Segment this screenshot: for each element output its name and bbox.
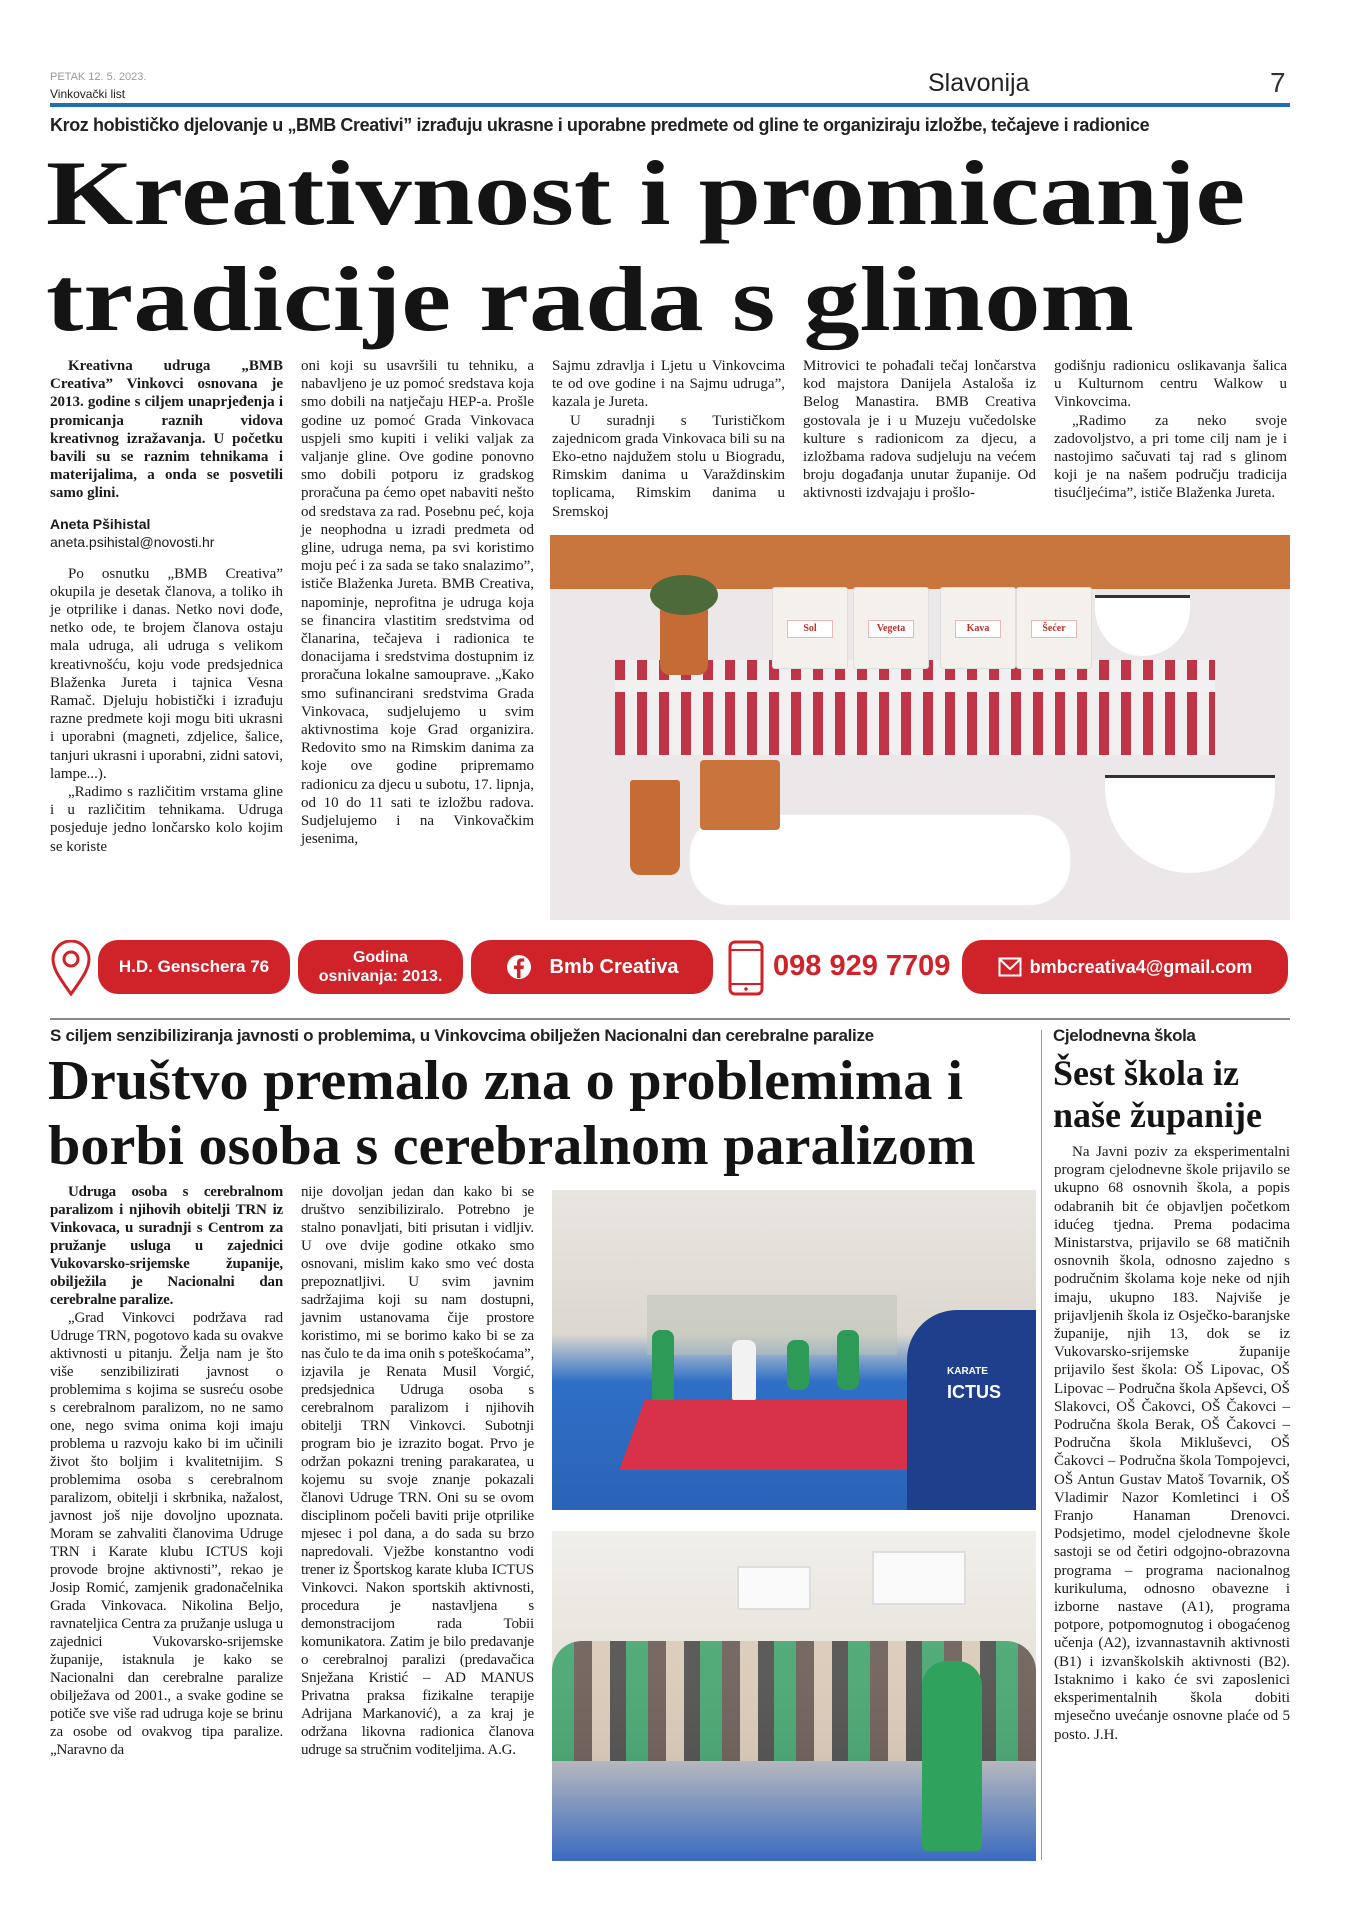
article1-lead: Kreativna udruga „BMB Creativa” Vinkovci osnovana je 2013. godine s ciljem unaprjeđenja i promicanja raznih vidova kreativnog izražavanja. U početku bavili su se raznim tehnikama i materijalima, a onda se posvetili samo glini. <box>50 358 283 502</box>
bowl <box>1095 595 1190 656</box>
person <box>732 1340 756 1400</box>
headline-line: naše županije <box>1053 1095 1263 1135</box>
paragraph: Mitrovici te pohađali tečaj lončarstva kod majstora Danijela Astaloša iz Belog Manastira. BMB Creativa gostovala je i u Muzeju vučedolske kulture s radionicom za djecu, a izložbama radova sudjeluju na većem broju događanja unutar županije. Od aktivnosti izdvajaju i prošlo- <box>803 358 1036 502</box>
article1-column-3 <box>552 357 785 521</box>
jar <box>940 587 1016 669</box>
paragraph: Sajmu zdravlja i Ljetu u Vinkovcima te od ove godine i na Sajmu udruga”, kazala je Jureta. <box>552 358 785 411</box>
facebook-link[interactable] <box>471 940 713 994</box>
succulent <box>650 575 718 615</box>
window <box>872 1551 966 1605</box>
clay-cup <box>700 760 780 830</box>
window-blinds <box>647 1295 897 1355</box>
jacket-text: KARATE <box>947 1366 988 1377</box>
article3-kicker: Cjelodnevna škola <box>1053 1026 1196 1045</box>
jar-label: Kava <box>955 620 1001 638</box>
article3-headline <box>1053 1052 1262 1136</box>
address-badge: H.D. Genschera 76 <box>98 940 290 994</box>
facebook-label: Bmb Creativa <box>549 955 679 978</box>
person <box>652 1330 674 1400</box>
email-link[interactable] <box>962 940 1288 994</box>
article1-kicker: Kroz hobističko djelovanje u „BMB Creativi” izrađuju ukrasne i uporabne predmete od gline te organiziraju izložbe, tečajeve i radionice <box>50 115 1150 135</box>
headline-line: tradicije rada s glinom <box>46 248 1134 350</box>
header-rule <box>50 103 1290 107</box>
page-number: 7 <box>1270 67 1286 98</box>
headline-line: Društvo premalo zna o problemima i <box>48 1050 964 1112</box>
article1-headline <box>46 140 1245 352</box>
jar <box>772 587 848 669</box>
paragraph: „Radimo s različitim vrstama gline i u različitim tehnikama. Udruga posjeduje jedno lončarsko kolo kojim se koriste <box>50 784 283 855</box>
issue-date: PETAK 12. 5. 2023. <box>50 71 147 83</box>
window <box>737 1566 811 1610</box>
section-divider <box>50 1018 1290 1020</box>
founded-badge <box>298 940 463 994</box>
paragraph: Po osnutku „BMB Creativa” okupila je desetak članova, a toliko ih je otprilike i danas. Netko novi dođe, netko ode, te brojem članova ostaju mala udruga, ali udruga s velikom kreativnošću, koju vode predsjednica Blaženka Jureta i tajnica Vesna Ramač. Djeluju hobistički i izrađuju razne predmete koji mogu biti ukrasni i uporabni (magneti, zdjelice, šalice, tanjuri ukrasni i uporabni, zidni satovi, lampe...). <box>50 565 283 782</box>
article3-column <box>1054 1143 1290 1744</box>
byline <box>50 515 283 551</box>
author-name: Aneta Pšihistal <box>50 515 151 532</box>
paragraph: nije dovoljan jedan dan kako bi se društvo senzibiliziralo. Potrebno je stalno ponavljati, biti prisutan i vidljiv. U ove dvije godine otkako smo osnovani, mislim kako smo već dosta prepoznatljivi. U svim javnim sadržajima koji su nam dostupni, javnim ustanovama čije prostore koristimo, mi se borimo kako bi se za nas čulo te da ima onih s poteškoćama”, izjavila je Renata Musil Vorgić, predsjednica Udruga osoba s cerebralnom paralizom i njihovih obitelji TRN Vinkovci. Subotnji program bio je izrazito bogat. Prvo je održan pokazni trening parakaratea, u kojemu su svoje znanje pokazali članovi Udruge TRN. Oni su se ovom disciplinom počeli baviti prije otprilike mjesec i pol dana, a do sada su brzo napredovali. Vježbe konstantno vodi trener iz Športskog karate kluba ICTUS Vinkovci. Nakon sportskih aktivnosti, procedura je nastavljena s demonstracijom rada Tobii komunikatora. Zatim je bilo predavanje o cerebralnoj paralizi (predavačica Snježana Kristić – AD MANUS Privatna praksa fizikalne terapije Adrijana Markanović), a za kraj je održana likovna radionica članova udruge sa stručnim voditeljima. A.G. <box>301 1184 534 1758</box>
paragraph: godišnju radionicu oslikavanja šalica u Kulturnom centru Walkow u Vinkovcima. <box>1054 358 1287 411</box>
paragraph: oni koji su usavršili tu tehniku, a nabavljeno je uz pomoć sredstava koja smo dobili na natječaju HEP-a. Prošle godine uz pomoć Grada Vinkovaca uspjeli smo kupiti i veliki valjak za valjanje gline. Ove godine ponovno smo dobili potporu iz gradskog proračuna pa ćemo opet nabaviti nešto od sredstava za rad. Posebnu peć, koja je neophodna u izradi predmeta od gline, udruga nema, pa svi koristimo moju peć i za sada se tako snalazimo”, ističe Blaženka Jureta. BMB Creativa, napominje, neprofitna je udruga koja se financira vlastitim sredstvima od članarina, tečajeva i radionica te donacijama i sredstvima dostupnim iz proračuna lokalne samouprave. „Kako smo sufinancirani sredstvima Grada Vinkovaca, sudjelujemo u svim aktivnostima koje Grad organizira. Redovito smo na Rimskim danima za koje ove godine pripremamo radionicu za djecu u subotu, 17. lipnja, od 10 do 11 sati te izložbu radova. Sudjelujemo i na Vinkovačkim jesenima, <box>301 358 534 848</box>
newspaper-name: Vinkovački list <box>50 87 126 101</box>
jar <box>853 587 929 669</box>
paragraph: Na Javni poziv za eksperimentalni program cjelodnevne škole prijavilo se ukupno 68 osnovnih škola, a popis odabranih bit će objavljen početkom idućeg tjedna. Prema podacima Ministarstva, prijavilo se 68 matičnih osnovnih škola, odnosno zajedno s područnim školama koje neke od njih imaju, ukupno 183. Najviše je prijavljenih škola iz Osječko-baranjske županije, njih 13, dok se iz Vukovarsko-srijemske županije prijavilo šest škola: OŠ Lipovac, OŠ Lipovac – Područna škola Apševci, OŠ Slakovci, OŠ Čakovci, OŠ Čakovci – Područna škola Berak, OŠ Čakovci – Područna škola Mikluševci, OŠ Čakovci – Područna škola Tompojevci, OŠ Antun Gustav Matoš Tovarnik, OŠ Vladimir Nazor Komletinci i OŠ Franjo Hanaman Drenovci. Podsjetimo, model cjelodnevne škole sastoji se od četiri odgojno-obrazovna programa – programa nacionalnog kurikuluma, odnosno obavezne i izborne nastave (A1), programa potpore, potpomognutog i obogaćenog učenja (A2), izvannastavnih aktivnosti (B1) i izvanškolskih aktivnosti (B2). Istaknimo i kako će svi zaposlenici eksperimentalnih škola dobiti mjesečno uvećanje osnovne plaće od 5 posto. J.H. <box>1054 1144 1290 1743</box>
section-name: Slavonija <box>928 69 1030 97</box>
jacket-text: ICTUS <box>947 1382 1001 1402</box>
mobile-phone-icon <box>728 940 764 996</box>
article2-headline <box>48 1049 976 1179</box>
paragraph: U suradnji s Turističkom zajednicom grada Vinkovaca bili su na Eko-etno najdužem stolu u Biogradu, Rimskim danima u Varaždinskim toplicama, Rimskim danima u Sremskoj <box>552 412 785 520</box>
envelope-icon <box>998 957 1022 977</box>
paragraph: „Radimo za neko svoje zadovoljstvo, a pri tome cilj nam je i nastojimo sačuvati taj rad s glinom koji je na našem području tradicija tisućljećima”, ističe Blaženka Jureta. <box>1054 412 1287 502</box>
ceramics-photo <box>550 535 1290 920</box>
jar <box>1016 587 1092 669</box>
article1-column-5 <box>1054 357 1287 503</box>
founded-year: osnivanja: 2013. <box>318 968 443 985</box>
jar-label: Sol <box>787 620 833 638</box>
article1-column-2 <box>301 357 534 848</box>
article2-kicker: S ciljem senzibiliziranja javnosti o problemima, u Vinkovcima obilježen Nacionalni dan cerebralne paralize <box>50 1026 874 1045</box>
headline-line: borbi osoba s cerebralnom paralizom <box>48 1115 976 1177</box>
jar-label: Šećer <box>1031 620 1077 638</box>
group-photo <box>552 1531 1036 1861</box>
article2-column-2 <box>301 1183 534 1759</box>
large-bowl <box>1105 775 1275 873</box>
cloth-stripe <box>615 680 1215 692</box>
jar-label: Vegeta <box>868 620 914 638</box>
article2-lead: Udruga osoba s cerebralnom paralizom i njihovih obitelji TRN iz Vinkovaca, u suradnji s Centrom za pružanje usluga u zajednici Vukovarsko-srijemske županije, obilježila je Nacionalni dan cerebralne paralize. <box>50 1184 283 1308</box>
facebook-icon <box>506 954 532 980</box>
article2-column-1 <box>50 1183 283 1759</box>
flower-pot <box>630 780 680 875</box>
paragraph: „Grad Vinkovci podržava rad Udruge TRN, pogotovo kada su ovakve aktivnosti u pitanju. Želja nam je što više senzibilizirati javnost o problemima s kojima se susreću osobe s cerebralnom paralizom, no ne samo one, nego svima onima koji imaju problema u razvoju kako bi im učinili život što boljim i kvalitetnijim. S problemima osoba s cerebralnom paralizom, obitelji i skrbnika, nažalost, javnost još nije dovoljno upoznata. Moram se zahvaliti članovima Udruge TRN i Karate klubu ICTUS koji provode brojne aktivnosti”, rekao je Josip Romić, zamjenik gradonačelnika Grada Vinkovaca. Nikolina Beljo, ravnateljica Centra za pružanje usluga u zajednici Vukovarsko-srijemske županije, istaknula je kako se Nacionalni dan cerebralne paralize obilježava od 2001., a svake godine se potiče sve više rad udruga koje se brinu za osobe od ovakvog tipa paralize. „Naravno da <box>50 1310 283 1758</box>
embroidered-cloth <box>615 660 1215 755</box>
person <box>787 1340 809 1390</box>
person <box>922 1661 982 1851</box>
location-pin-icon <box>50 940 92 996</box>
email-label: bmbcreativa4@gmail.com <box>1029 956 1253 977</box>
column-divider <box>1041 1030 1042 1860</box>
headline-line: Šest škola iz <box>1053 1053 1240 1093</box>
author-email[interactable]: aneta.psihistal@novosti.hr <box>50 533 215 550</box>
karate-training-photo <box>552 1190 1036 1510</box>
article1-column-4 <box>803 357 1036 503</box>
headline-line: Kreativnost i promicanje <box>46 142 1246 244</box>
article1-column-1 <box>50 357 283 856</box>
phone-number[interactable]: 098 929 7709 <box>773 950 951 982</box>
person <box>837 1330 859 1390</box>
founded-label: Godina <box>352 949 409 966</box>
trainer <box>907 1310 1036 1510</box>
red-mat <box>619 1400 944 1470</box>
